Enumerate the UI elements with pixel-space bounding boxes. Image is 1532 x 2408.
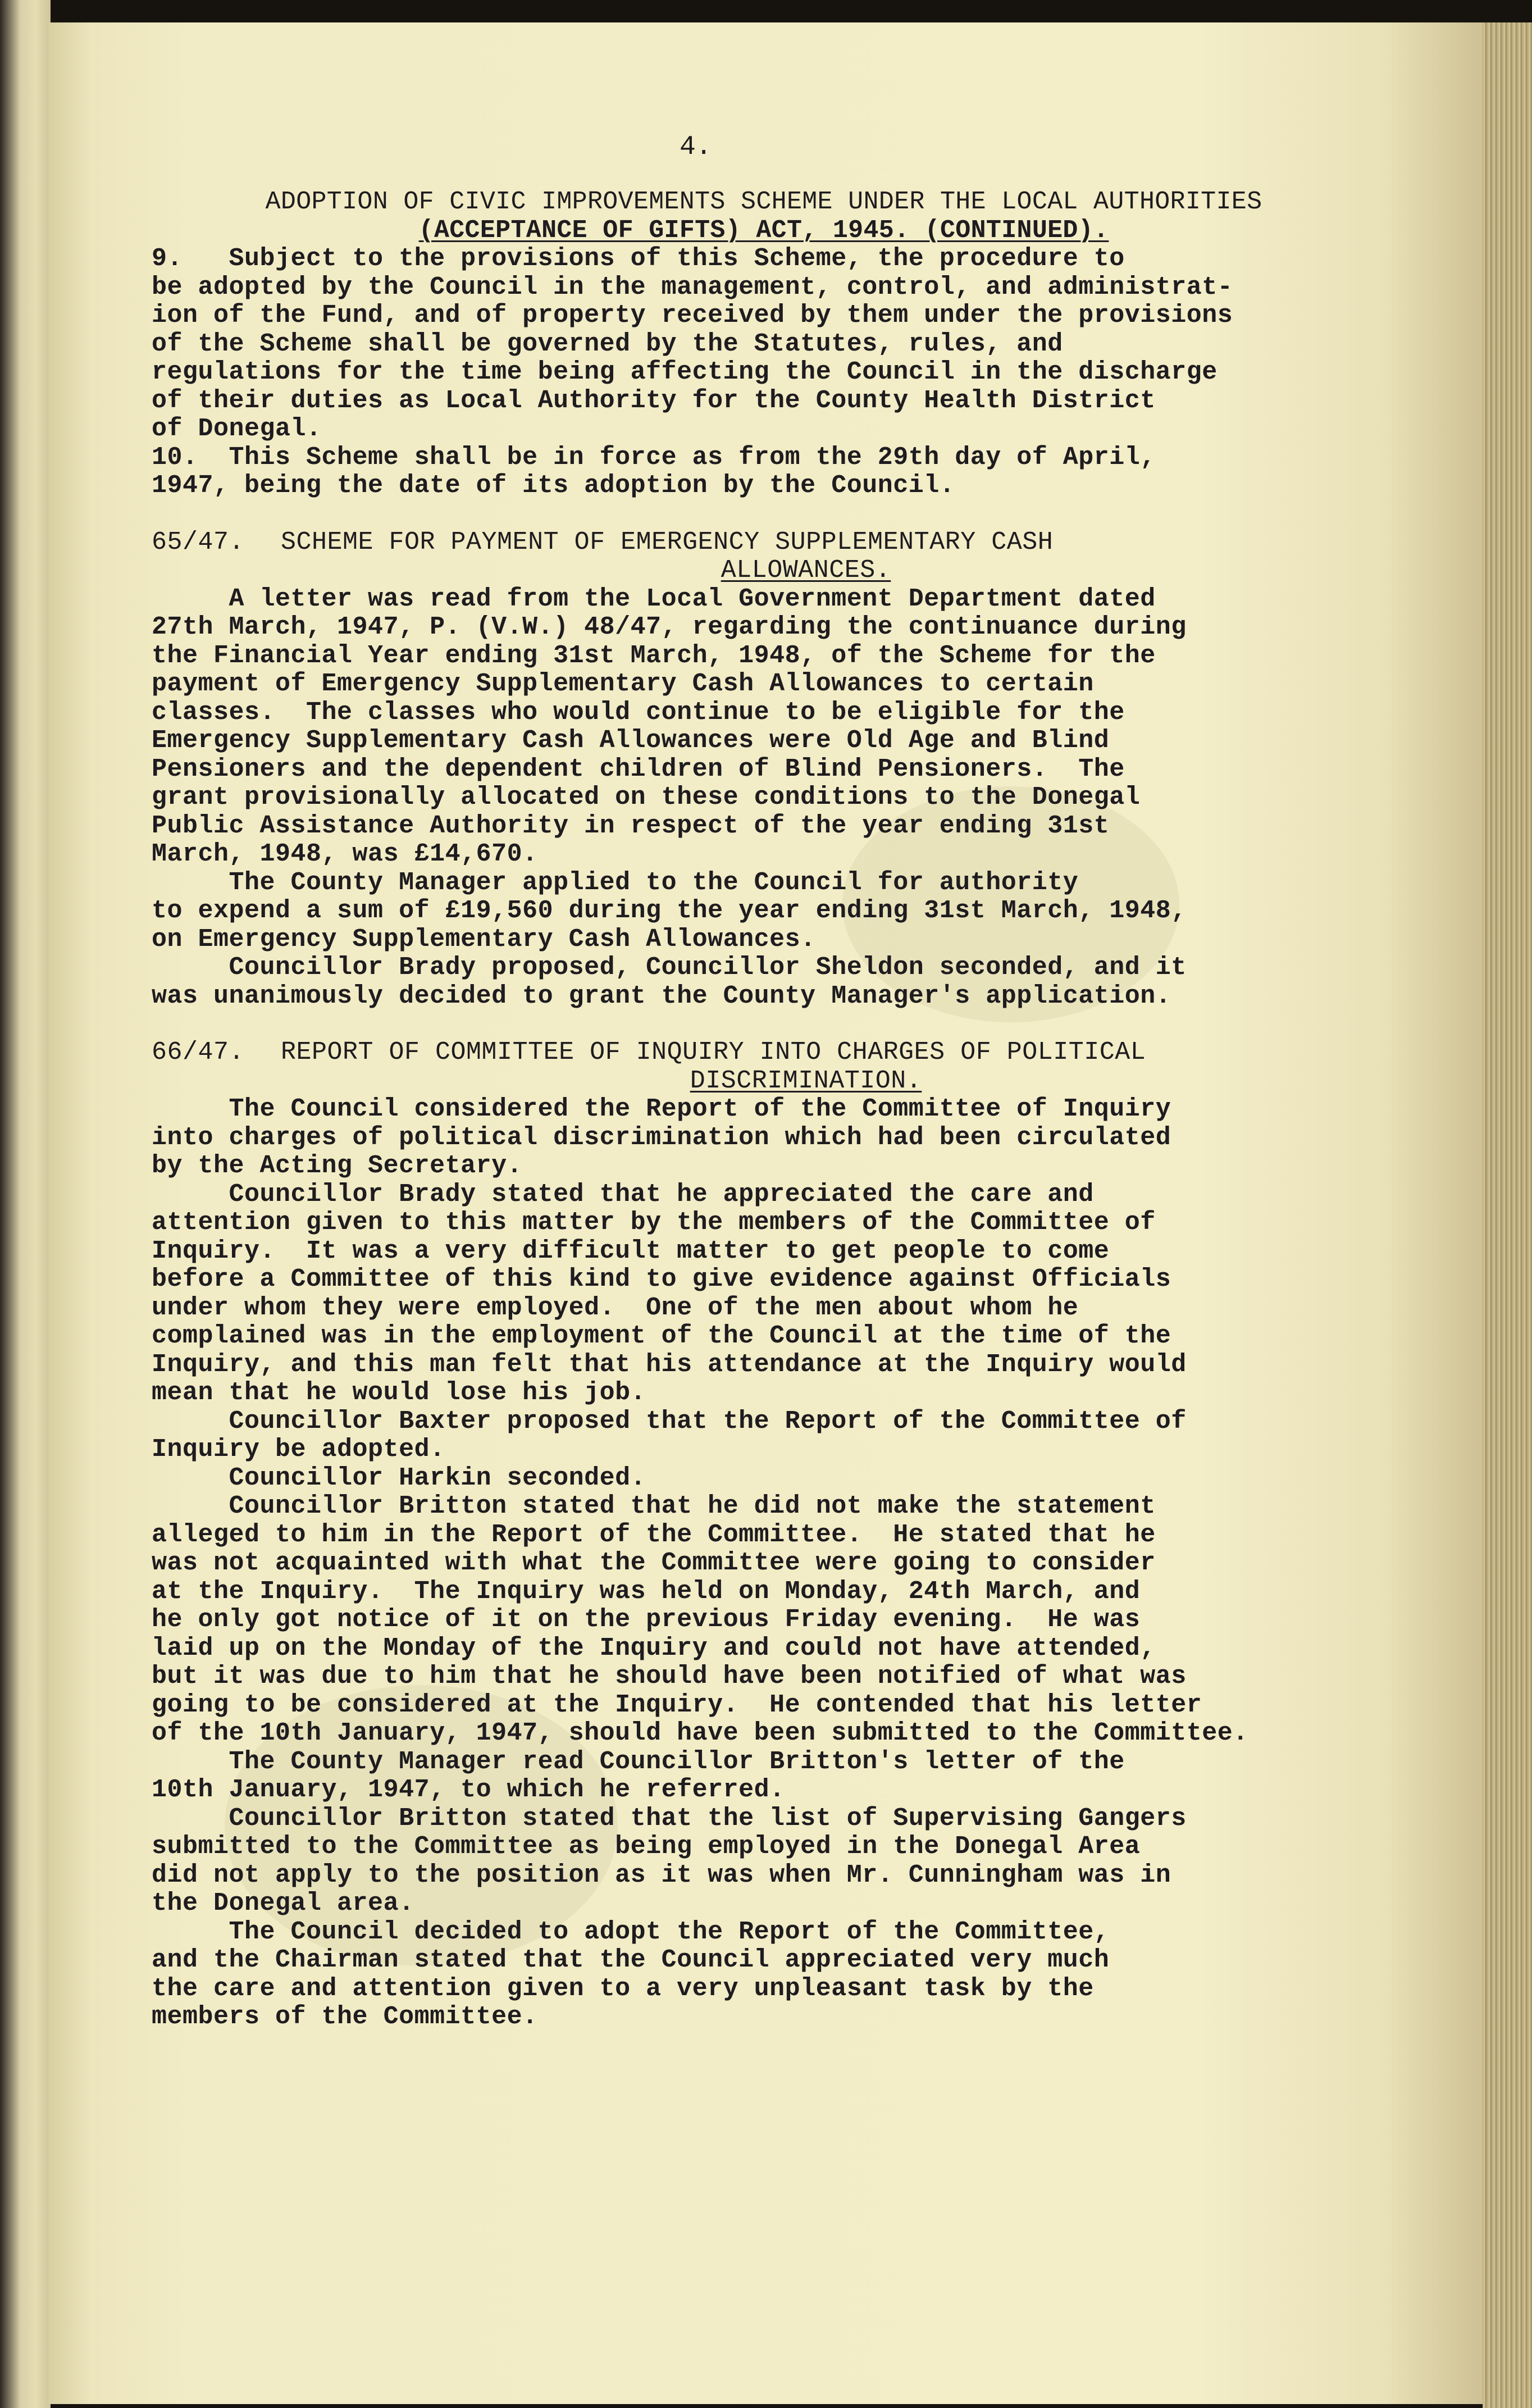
text-line: Councillor Brady proposed, Councillor Sheldon seconded, and it xyxy=(152,953,1187,982)
text-line: The Council considered the Report of the Committee of Inquiry xyxy=(152,1095,1171,1123)
text-line: alleged to him in the Report of the Committee. He stated that he xyxy=(152,1520,1156,1549)
text-line: Councillor Britton stated that the list of Supervising Gangers xyxy=(152,1804,1187,1833)
text-line: on Emergency Supplementary Cash Allowances. xyxy=(152,925,816,954)
top-heading xyxy=(152,188,1376,245)
text-line: Inquiry. It was a very difficult matter to get people to come xyxy=(152,1236,1110,1266)
text-line: the care and attention given to a very unpleasant task by the xyxy=(152,1974,1094,2003)
text-line: payment of Emergency Supplementary Cash Allowances to certain xyxy=(152,670,1094,698)
text-line: Councillor Harkin seconded. xyxy=(152,1463,646,1492)
minute-title-line1: REPORT OF COMMITTEE OF INQUIRY INTO CHARGES OF POLITICAL xyxy=(281,1038,1146,1067)
text-line: Inquiry be adopted. xyxy=(152,1435,445,1464)
text-line: was not acquainted with what the Committee were going to consider xyxy=(152,1549,1156,1577)
text-line: of the Scheme shall be governed by the Statutes, rules, and xyxy=(152,329,1063,358)
text-line: The Council decided to adopt the Report of the Committee, xyxy=(152,1917,1110,1946)
minute-title-line1: SCHEME FOR PAYMENT OF EMERGENCY SUPPLEMENTARY CASH xyxy=(281,527,1054,557)
text-line: complained was in the employment of the Council at the time of the xyxy=(152,1322,1171,1350)
minute-heading xyxy=(152,529,1376,557)
minute-ref: 66/47. xyxy=(152,1038,245,1067)
clause-9 xyxy=(152,245,1376,444)
text-line: attention given to this matter by the members of the Committee of xyxy=(152,1208,1156,1237)
minute-title-line2: ALLOWANCES. xyxy=(721,556,891,585)
text-line: the Donegal area. xyxy=(152,1889,414,1918)
text-line: the Financial Year ending 31st March, 1948, of the Scheme for the xyxy=(152,641,1156,670)
text-line: Councillor Brady stated that he appreciated the care and xyxy=(152,1180,1094,1209)
binding-gutter xyxy=(0,0,51,2408)
text-line: did not apply to the position as it was when Mr. Cunningham was in xyxy=(152,1860,1171,1890)
text-line: members of the Committee. xyxy=(152,2002,538,2031)
text-line: Inquiry, and this man felt that his attendance at the Inquiry would xyxy=(152,1350,1187,1379)
minute-65 xyxy=(152,529,1376,1011)
page-number: 4. xyxy=(680,132,712,162)
clause-10 xyxy=(152,444,1376,500)
text-line: Councillor Britton stated that he did not make the statement xyxy=(152,1492,1156,1521)
text-line: Public Assistance Authority in respect of the year ending 31st xyxy=(152,811,1110,840)
text-line: mean that he would lose his job. xyxy=(152,1378,646,1407)
text-line: before a Committee of this kind to give evidence against Officials xyxy=(152,1265,1171,1294)
text-line: Emergency Supplementary Cash Allowances were Old Age and Blind xyxy=(152,726,1110,755)
page-stack-edge xyxy=(1483,22,1532,2408)
document-body xyxy=(152,129,1376,2032)
text-line: going to be considered at the Inquiry. He contended that his letter xyxy=(152,1690,1202,1719)
text-line: March, 1948, was £14,670. xyxy=(152,840,538,868)
minute-ref: 65/47. xyxy=(152,527,245,557)
text-line: of Donegal. xyxy=(152,415,322,443)
text-line: to expend a sum of £19,560 during the year ending 31st March, 1948, xyxy=(152,896,1187,925)
text-line: under whom they were employed. One of the men about whom he xyxy=(152,1293,1079,1322)
text-line: he only got notice of it on the previous Friday evening. He was xyxy=(152,1605,1141,1634)
text-line: 1947, being the date of its adoption by the Council. xyxy=(152,471,955,500)
text-line: The County Manager applied to the Council for authority xyxy=(152,868,1079,897)
text-line: 9. Subject to the provisions of this Scheme, the procedure to xyxy=(152,244,1125,273)
text-line: was unanimously decided to grant the County Manager's application. xyxy=(152,981,1171,1010)
text-line: The County Manager read Councillor Britton's letter of the xyxy=(152,1747,1125,1776)
text-line: but it was due to him that he should have been notified of what was xyxy=(152,1662,1187,1691)
text-line: A letter was read from the Local Government Department dated xyxy=(152,584,1156,613)
text-line: submitted to the Committee as being employed in the Donegal Area xyxy=(152,1832,1141,1861)
text-line: Councillor Baxter proposed that the Report of the Committee of xyxy=(152,1406,1187,1436)
text-line: Pensioners and the dependent children of Blind Pensioners. The xyxy=(152,754,1125,784)
text-line: regulations for the time being affecting the Council in the discharge xyxy=(152,358,1218,386)
text-line: 10th January, 1947, to which he referred. xyxy=(152,1776,785,1804)
text-line: grant provisionally allocated on these conditions to the Donegal xyxy=(152,783,1141,812)
top-heading-line2: (ACCEPTANCE OF GIFTS) ACT, 1945. (CONTINUED). xyxy=(418,216,1109,245)
text-line: into charges of political discrimination which had been circulated xyxy=(152,1123,1171,1152)
text-line: ion of the Fund, and of property received by them under the provisions xyxy=(152,301,1233,330)
text-line: at the Inquiry. The Inquiry was held on Monday, 24th March, and xyxy=(152,1577,1141,1606)
text-line: 10. This Scheme shall be in force as from the 29th day of April, xyxy=(152,443,1156,472)
minute-heading xyxy=(152,1039,1376,1067)
text-line: by the Acting Secretary. xyxy=(152,1151,523,1180)
top-heading-line1: ADOPTION OF CIVIC IMPROVEMENTS SCHEME UNDER THE LOCAL AUTHORITIES xyxy=(265,188,1262,216)
minute-title-line2: DISCRIMINATION. xyxy=(690,1066,922,1095)
text-line: and the Chairman stated that the Council appreciated very much xyxy=(152,1946,1110,1974)
text-line: 27th March, 1947, P. (V.W.) 48/47, regarding the continuance during xyxy=(152,613,1187,641)
text-line: be adopted by the Council in the management, control, and administrat- xyxy=(152,272,1233,302)
text-line: of the 10th January, 1947, should have been submitted to the Committee. xyxy=(152,1719,1248,1747)
text-line: laid up on the Monday of the Inquiry and could not have attended, xyxy=(152,1633,1156,1663)
text-line: classes. The classes who would continue to be eligible for the xyxy=(152,698,1125,727)
minute-66 xyxy=(152,1039,1376,2032)
text-line: of their duties as Local Authority for the County Health District xyxy=(152,386,1156,415)
